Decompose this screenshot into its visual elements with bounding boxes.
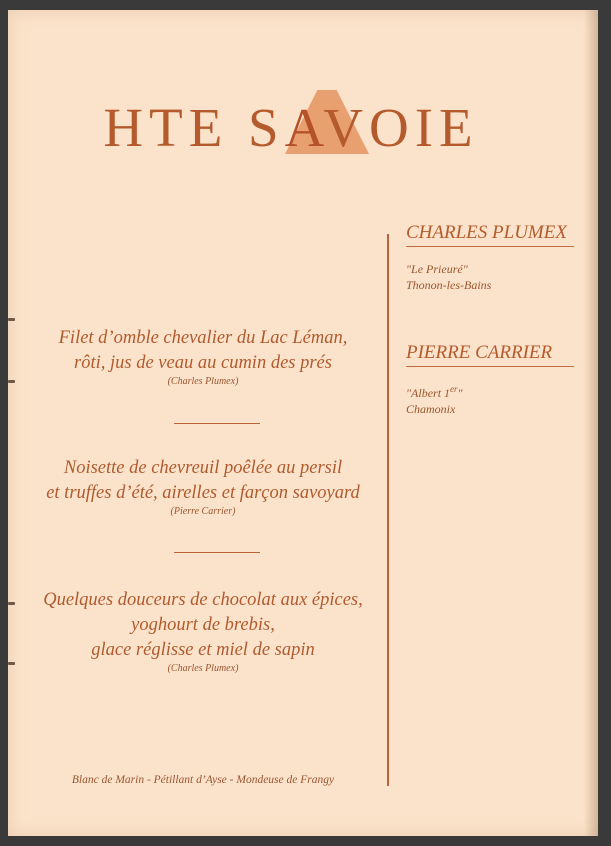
chef-block-carrier <box>406 342 574 417</box>
dish-line: Quelques douceurs de chocolat aux épices, <box>43 590 363 610</box>
wine-list: Blanc de Marin - Pétillant d’Ayse - Mondeuse de Frangy <box>71 774 335 786</box>
dish-credit: (Charles Plumex) <box>167 663 239 674</box>
menu-title <box>8 90 598 170</box>
binding-hole <box>8 380 15 383</box>
binding-hole <box>8 602 15 605</box>
dish-line: et truffes d’été, airelles et farçon savoyard <box>46 483 360 503</box>
column-divider <box>387 234 389 786</box>
binding-hole <box>8 318 15 321</box>
dish-credit: (Charles Plumex) <box>167 376 239 387</box>
title-text <box>8 96 574 159</box>
title-suffix: VOIE <box>323 97 479 158</box>
dish-line: glace réglisse et miel de sapin <box>91 640 315 660</box>
dish-credit: (Pierre Carrier) <box>170 506 236 517</box>
chef-town: Thonon-les-Bains <box>406 278 492 292</box>
dish-line: yoghourt de brebis, <box>131 615 275 635</box>
course-starter <box>28 326 378 387</box>
chef-town: Chamonix <box>406 402 456 416</box>
binding-hole <box>8 662 15 665</box>
title-highlight-letter: A <box>284 97 324 158</box>
title-prefix: HTE S <box>103 97 285 158</box>
dish-line: Filet d’omble chevalier du Lac Léman, <box>58 328 348 348</box>
chef-venue-main: "Albert 1 <box>406 386 451 400</box>
menu-page <box>8 10 598 836</box>
dish-line: rôti, jus de veau au cumin des prés <box>74 353 332 373</box>
chef-venue-sup: er <box>450 384 458 394</box>
chef-name: CHARLES PLUMEX <box>406 222 574 247</box>
course-dessert <box>28 588 378 674</box>
chef-name: PIERRE CARRIER <box>406 342 574 367</box>
course-separator <box>174 423 260 424</box>
course-main <box>28 456 378 517</box>
chef-venue: "Le Prieuré" <box>406 262 468 276</box>
chef-venue-end: " <box>457 386 463 400</box>
dish-line: Noisette de chevreuil poêlée au persil <box>63 458 343 478</box>
course-separator <box>174 552 260 553</box>
chef-block-plumex <box>406 222 574 293</box>
chef-venue <box>406 381 574 401</box>
